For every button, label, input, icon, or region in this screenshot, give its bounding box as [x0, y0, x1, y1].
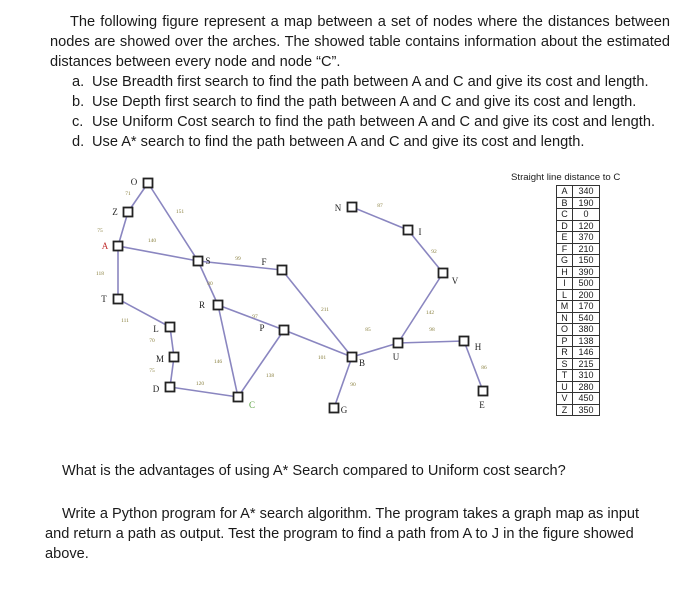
node-box — [330, 404, 339, 413]
edge-weight: 138 — [265, 373, 275, 379]
node-box — [479, 387, 488, 396]
distance-cell: 450 — [573, 393, 600, 405]
table-row — [557, 289, 600, 301]
graph-node — [393, 339, 403, 363]
edge-as — [118, 246, 198, 261]
edge-bu — [352, 343, 398, 357]
table-title: Straight line distance to C — [511, 172, 621, 183]
edge-weight: 90 — [350, 382, 356, 388]
task-marker: d. — [72, 134, 85, 150]
node-cell: G — [557, 255, 573, 267]
distance-cell: 390 — [573, 266, 600, 278]
distance-cell: 146 — [573, 347, 600, 359]
graph-node — [460, 337, 482, 353]
edge-sf — [198, 261, 282, 270]
task-item — [72, 132, 670, 152]
table-row — [557, 370, 600, 382]
edge-weight: 71 — [125, 191, 131, 197]
node-box — [234, 393, 243, 402]
table-row — [557, 358, 600, 370]
edge-weight: 70 — [149, 338, 155, 344]
distance-cell: 200 — [573, 289, 600, 301]
table-row — [557, 347, 600, 359]
table-row — [557, 255, 600, 267]
node-cell: D — [557, 220, 573, 232]
node-cell: L — [557, 289, 573, 301]
node-label: U — [392, 352, 400, 362]
table-row — [557, 209, 600, 221]
table-row — [557, 232, 600, 244]
graph-node — [335, 203, 357, 214]
node-label: D — [152, 384, 160, 394]
edge-vu — [398, 273, 443, 343]
table-row — [557, 381, 600, 393]
edge-weight: 80 — [207, 281, 213, 287]
edge-weight: 111 — [121, 318, 129, 324]
node-label: S — [205, 256, 211, 266]
node-box — [278, 266, 287, 275]
node-box — [114, 242, 123, 251]
task-text: Use Breadth first search to find the path between A and C and give its cost and length. — [92, 74, 649, 90]
table-row — [557, 324, 600, 336]
question-program: Write a Python program for A* search algorithm. The program takes a graph map as input and return a path as output. Test the program to find a path from A to J in the figure showed above. — [45, 506, 640, 562]
node-box — [348, 353, 357, 362]
graph-node — [261, 257, 286, 275]
edge-weight: 86 — [481, 365, 487, 371]
node-label: H — [474, 342, 482, 352]
node-label: Z — [112, 207, 118, 217]
node-cell: C — [557, 209, 573, 221]
node-label: T — [101, 294, 107, 304]
node-cell: H — [557, 266, 573, 278]
node-box — [460, 337, 469, 346]
table-row — [557, 404, 600, 416]
node-box — [404, 226, 413, 235]
task-marker: c. — [72, 114, 84, 130]
graph-node — [112, 207, 132, 217]
node-box — [166, 383, 175, 392]
node-box — [280, 326, 289, 335]
edge-weight: 120 — [195, 381, 205, 387]
task-text: Use Uniform Cost search to find the path between A and C and give its cost and length. — [92, 114, 655, 130]
table-row — [557, 393, 600, 405]
edge-weight: 97 — [252, 314, 258, 320]
edge-weight: 146 — [213, 359, 223, 365]
distance-cell: 280 — [573, 381, 600, 393]
node-box — [144, 179, 153, 188]
node-label: N — [334, 203, 342, 213]
graph-node — [348, 353, 366, 369]
table-row — [557, 186, 600, 198]
node-cell: F — [557, 243, 573, 255]
node-box — [170, 353, 179, 362]
node-label: M — [155, 354, 165, 364]
graph-node — [153, 383, 175, 395]
distance-cell: 0 — [573, 209, 600, 221]
table-row — [557, 335, 600, 347]
edge-cp — [238, 330, 284, 397]
node-cell: E — [557, 232, 573, 244]
node-cell: N — [557, 312, 573, 324]
edge-dc — [170, 387, 238, 397]
task-list — [50, 72, 670, 152]
edge-rp — [218, 305, 284, 330]
node-box — [439, 269, 448, 278]
graph-node — [259, 323, 288, 335]
node-label: A — [101, 241, 109, 251]
task-text: Use Depth first search to find the path between A and C and give its cost and length. — [92, 94, 637, 110]
task-item — [72, 112, 670, 132]
node-label: G — [340, 405, 348, 415]
problem-statement — [50, 12, 670, 152]
task-item — [72, 92, 670, 112]
intro-paragraph: The following figure represent a map between a set of nodes where the distances between nodes are showed over the arches. The showed table contains information about the estimated distances between every node and node “C”. — [50, 14, 670, 70]
edge-weight: 87 — [377, 203, 383, 209]
node-cell: A — [557, 186, 573, 198]
table-row — [557, 197, 600, 209]
edge-weight: 85 — [365, 327, 371, 333]
node-box — [348, 203, 357, 212]
node-cell: B — [557, 197, 573, 209]
node-cell: S — [557, 358, 573, 370]
edge-rc — [218, 305, 238, 397]
edge-weight: 75 — [149, 368, 155, 374]
edge-weight: 75 — [97, 228, 103, 234]
graph-node — [439, 269, 459, 287]
distance-cell: 340 — [573, 186, 600, 198]
distance-cell: 310 — [573, 370, 600, 382]
edge-weight: 142 — [425, 310, 435, 316]
graph-node — [194, 256, 211, 266]
graph-node — [234, 393, 256, 411]
distance-cell: 380 — [573, 324, 600, 336]
node-label: R — [198, 300, 206, 310]
node-box — [124, 208, 133, 217]
distance-cell: 215 — [573, 358, 600, 370]
question-advantages: What is the advantages of using A* Search compared to Uniform cost search? — [62, 463, 566, 479]
node-cell: T — [557, 370, 573, 382]
edge-weight: 98 — [429, 327, 435, 333]
graph-map — [0, 165, 505, 440]
edge-iv — [408, 230, 443, 273]
table-row — [557, 301, 600, 313]
edge-weight: 151 — [175, 209, 185, 215]
graph-node — [404, 226, 422, 238]
distance-table — [556, 185, 600, 416]
distance-cell: 170 — [573, 301, 600, 313]
node-cell: R — [557, 347, 573, 359]
distance-cell: 120 — [573, 220, 600, 232]
node-label: F — [261, 257, 267, 267]
task-item — [72, 72, 670, 92]
table-row — [557, 243, 600, 255]
node-label: P — [259, 323, 265, 333]
table-row — [557, 312, 600, 324]
distance-cell: 350 — [573, 404, 600, 416]
edge-os — [148, 183, 198, 261]
node-label: O — [130, 177, 138, 187]
task-marker: a. — [72, 74, 85, 90]
node-cell: U — [557, 381, 573, 393]
graph-node — [156, 353, 179, 365]
node-box — [214, 301, 223, 310]
distance-cell: 370 — [573, 232, 600, 244]
edge-weight: 99 — [235, 256, 241, 262]
node-label: B — [358, 358, 366, 368]
table-row — [557, 266, 600, 278]
edge-weight: 92 — [431, 249, 437, 255]
node-cell: I — [557, 278, 573, 290]
distance-cell: 210 — [573, 243, 600, 255]
node-cell: Z — [557, 404, 573, 416]
straight-line-distance-table — [511, 172, 620, 416]
distance-cell: 138 — [573, 335, 600, 347]
edge-weight: 118 — [95, 271, 105, 277]
distance-cell: 190 — [573, 197, 600, 209]
graph-node — [102, 241, 123, 251]
table-row — [557, 278, 600, 290]
task-marker: b. — [72, 94, 85, 110]
graph-node — [330, 404, 348, 416]
graph-node — [199, 300, 223, 310]
graph-node — [101, 294, 122, 304]
edge-weight: 101 — [317, 355, 327, 361]
graph-node — [131, 177, 153, 188]
edge-uh — [398, 341, 464, 343]
node-label: V — [451, 276, 459, 286]
node-label: L — [153, 324, 159, 334]
node-box — [194, 257, 203, 266]
graph-node — [479, 387, 488, 411]
task-text: Use A* search to find the path between A and C and give its cost and length. — [92, 134, 585, 150]
edge-ni — [352, 207, 408, 230]
node-box — [166, 323, 175, 332]
node-cell: V — [557, 393, 573, 405]
node-box — [394, 339, 403, 348]
edge-weight: 140 — [147, 238, 157, 244]
table-row — [557, 220, 600, 232]
node-label: I — [418, 227, 422, 237]
distance-cell: 540 — [573, 312, 600, 324]
edge-weight: 211 — [320, 307, 330, 313]
node-cell: M — [557, 301, 573, 313]
node-cell: P — [557, 335, 573, 347]
node-label: E — [479, 400, 485, 410]
node-cell: O — [557, 324, 573, 336]
distance-cell: 150 — [573, 255, 600, 267]
distance-cell: 500 — [573, 278, 600, 290]
node-box — [114, 295, 123, 304]
node-label: C — [248, 400, 256, 410]
